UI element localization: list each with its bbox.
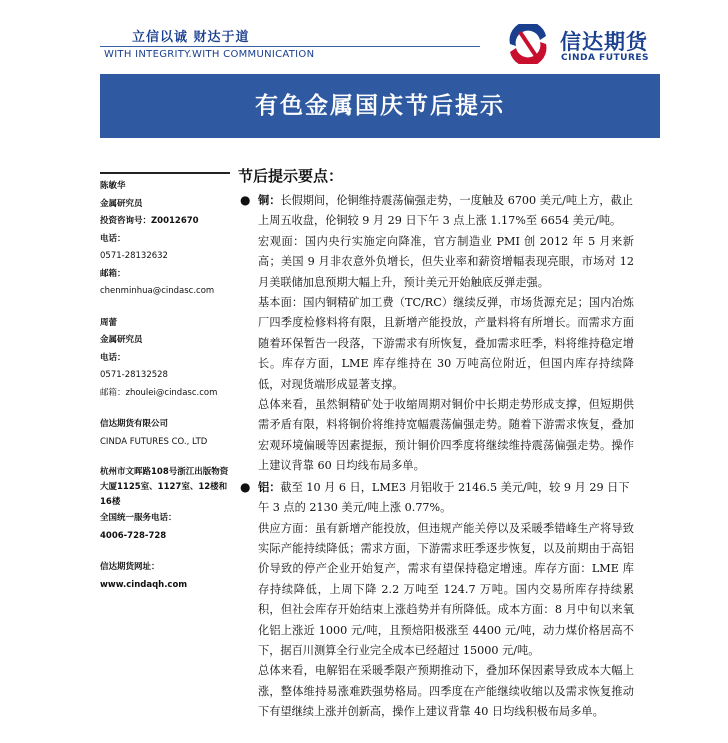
copper-conclusion: 总体来看，虽然铜精矿处于收缩周期对铜价中长期走势形成支撑，但短期供需矛盾有限，料将铜价将维持宽幅震荡偏强走势。随着下游需求恢复，叠加宏观环境偏暖等因素提振，预计铜价四季度将继续维持震荡偏强走势。操作上建议背靠 60 日均线布局多单。 bbox=[258, 398, 634, 473]
cinda-logo-icon bbox=[506, 24, 550, 64]
logo-text-cn: 信达期货 bbox=[560, 30, 648, 54]
slogan-divider bbox=[100, 46, 480, 47]
aluminum-summary-text: 截至 10 月 6 日，LME3 月铝收于 2146.5 美元/吨，较 9 月 29 日下午 3 点的 2130 美元/吨上涨 0.77%。 bbox=[258, 480, 630, 515]
company-logo bbox=[506, 24, 666, 64]
slogan-en: WITH INTEGRITY.WITH COMMUNICATION bbox=[104, 49, 315, 60]
copper-label: 铜： bbox=[258, 193, 281, 207]
title-banner bbox=[100, 74, 660, 138]
analyst1-email-label: 邮箱： bbox=[100, 268, 126, 279]
sidebar-rule bbox=[100, 172, 230, 174]
hotline-label: 全国统一服务电话： bbox=[100, 513, 177, 523]
report-body bbox=[236, 164, 634, 723]
analyst1-license: 投资咨询号：Z0012670 bbox=[100, 216, 199, 226]
copper-summary-text: 长假期间，伦铜维持震荡偏强走势，一度触及 6700 美元/吨上方，截止上周五收盘，伦铜较 9 月 29 日下午 3 点上涨 1.17%至 6654 美元/吨。 bbox=[258, 194, 633, 228]
website-url: www.cindaqh.com bbox=[100, 579, 188, 590]
aluminum-supply-demand: 供应方面：虽有新增产能投放，但违规产能关停以及采暖季错峰生产将导致实际产能持续降低；需求方面，下游需求旺季逐步恢复，以及前期由于高铝价导致的停产企业开始复产，需求有望保持稳定增速。库存方面：LME 库存持续降低，上周下降 2.2 万吨至 124.7 万吨。国内交易所库存持续累积，但社会库存开始结束上涨趋势并有所降低。成本方面：8 月中旬以来氧化铝上涨近 1000 元/吨，且预焙阳极涨至 4400 元/吨，动力煤价格居高不下，据百川测算全行业完全成本已经超过 15000 元/吨。 bbox=[258, 521, 634, 657]
copper-macro: 宏观面：国内央行实施定向降准，官方制造业 PMI 创 2012 年 5 月来新高；美国 9 月非农意外负增长，但失业率和薪资增幅表现亮眼，市场对 12 月美联储加息预期大幅上升，预计美元开始触底反弹走强。 bbox=[258, 234, 634, 289]
aluminum-label: 铝： bbox=[258, 479, 281, 494]
analyst-sidebar bbox=[100, 172, 232, 594]
analyst2-phone-label: 电话： bbox=[100, 352, 126, 363]
company-address: 杭州市文晖路108号浙江出版物资大厦1125室、1127室、12楼和16楼 bbox=[100, 467, 229, 507]
website-label: 信达期货网址： bbox=[100, 562, 160, 572]
logo-text-en: CINDA FUTURES bbox=[561, 53, 650, 63]
report-title: 有色金属国庆节后提示 bbox=[255, 92, 505, 119]
bullet-icon: ● bbox=[240, 193, 251, 207]
company-name-en: CINDA FUTURES CO., LTD bbox=[100, 436, 208, 447]
aluminum-summary bbox=[236, 477, 634, 519]
analyst1-phone-label: 电话： bbox=[100, 233, 126, 244]
key-points-heading: 节后提示要点： bbox=[238, 167, 344, 185]
analyst1-role: 金属研究员 bbox=[100, 198, 143, 209]
copper-summary bbox=[236, 190, 634, 232]
analyst2-role: 金属研究员 bbox=[100, 335, 143, 345]
copper-fundamentals: 基本面：国内铜精矿加工费（TC/RC）继续反弹，市场货源充足；国内冶炼厂四季度检修料将有限，且新增产能投放，产量料将有所增长。而需求方面随着环保暂告一段落，下游需求有所恢复，叠加需求旺季，料将维持稳定增长。库存方面，LME 库存维持在 30 万吨高位附近，但国内库存持续降低，对现货端形成显著支撑。 bbox=[258, 296, 634, 391]
bullet-icon: ● bbox=[240, 479, 251, 494]
page-header bbox=[0, 0, 728, 74]
analyst2-name: 周蕾 bbox=[100, 317, 118, 328]
analyst1-email: chenminhua@cindasc.com bbox=[100, 286, 215, 296]
analyst1-name: 陈敏华 bbox=[100, 181, 126, 191]
hotline-number: 4006-728-728 bbox=[100, 530, 167, 541]
analyst2-phone: 0571-28132528 bbox=[100, 370, 168, 380]
analyst2-email: 邮箱：zhoulei@cindasc.com bbox=[100, 387, 218, 398]
slogan-cn: 立信以诚 财达于道 bbox=[132, 30, 250, 45]
company-name-cn: 信达期货有限公司 bbox=[100, 419, 169, 429]
analyst1-phone: 0571-28132632 bbox=[100, 251, 168, 261]
aluminum-conclusion: 总体来看，电解铝在采暖季限产预期推动下，叠加环保因素导致成本大幅上涨，整体维持易涨难跌强势格局。四季度在产能继续收缩以及需求恢复推动下有望继续上涨并创新高，操作上建议背靠 40 日均线积极布局多单。 bbox=[258, 664, 634, 719]
